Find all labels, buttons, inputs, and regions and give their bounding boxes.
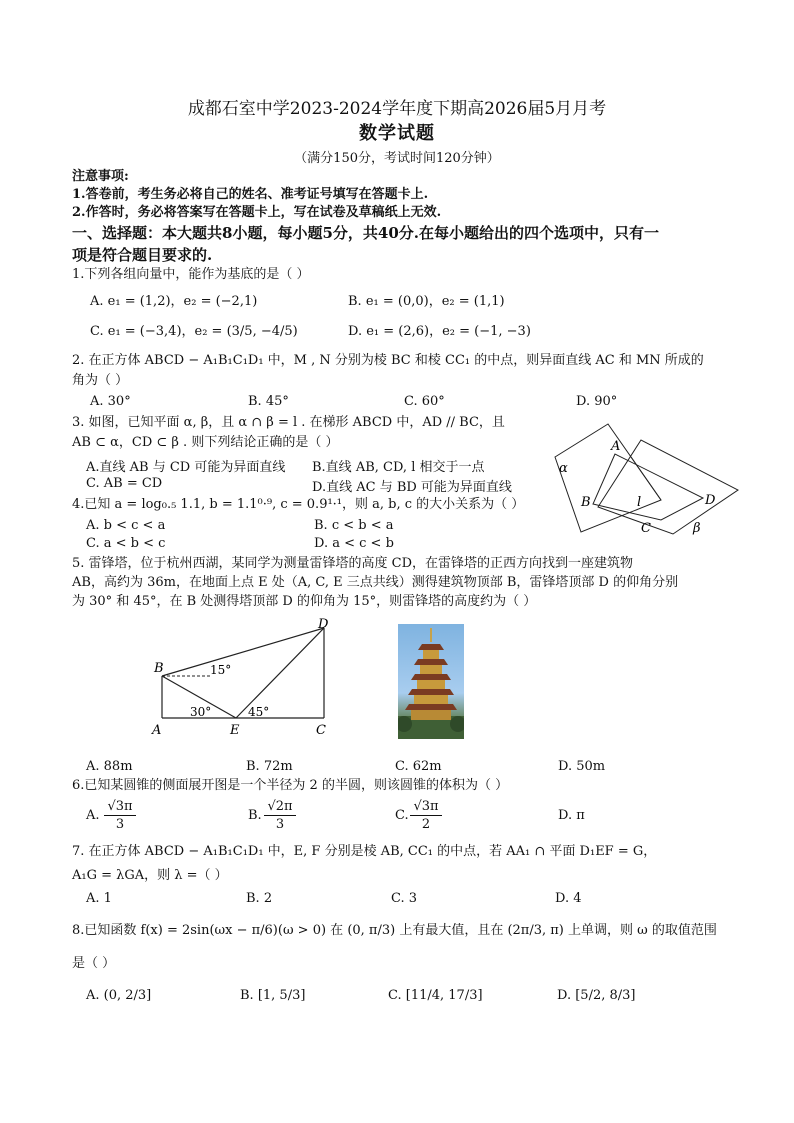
question-1-option-a: A. e₁ = (1,2)，e₂ = (−2,1) <box>90 294 258 309</box>
pagoda-drawing <box>398 624 464 739</box>
question-8-option-c: C. [11/4, 17/3] <box>388 988 483 1003</box>
question-3-option-b: B.直线 AB, CD, l 相交于一点 <box>312 460 485 475</box>
label-a: A <box>152 723 162 738</box>
question-6-option-c: C. <box>395 808 409 823</box>
question-2-option-d: D. 90° <box>576 394 618 409</box>
question-4-stem: 4.已知 a = log₀.₅ 1.1, b = 1.1⁰·⁹, c = 0.9¹·¹，则 a, b, c 的大小关系为（ ） <box>72 497 525 512</box>
question-8-stem-cont: 是（ ） <box>72 956 116 971</box>
question-1-stem: 1.下列各组向量中，能作为基底的是（ ） <box>72 267 310 282</box>
question-6-fraction-c: √3π 2 <box>410 798 442 833</box>
note-item: 1.答卷前，考生务必将自己的姓名、准考证号填写在答题卡上. <box>72 187 429 202</box>
label-d: D <box>705 493 716 508</box>
label-beta: β <box>693 521 701 536</box>
label-l: l <box>637 495 642 510</box>
question-3-stem: 3. 如图，已知平面 α, β，且 α ∩ β = l . 在梯形 ABCD 中，AD // BC，且 <box>72 415 505 430</box>
question-2-option-c: C. 60° <box>404 394 445 409</box>
question-2-stem-cont: 角为（ ） <box>72 373 129 388</box>
question-7-option-d: D. 4 <box>555 891 582 906</box>
question-3-option-c: C. AB = CD <box>86 476 163 491</box>
section-heading: 一、选择题：本大题共8小题，每小题5分，共40分.在每小题给出的四个选项中，只有一 <box>72 224 659 242</box>
question-5-stem: 5. 雷锋塔，位于杭州西湖，某同学为测量雷锋塔的高度 CD，在雷锋塔的正西方向找到一座建筑物 <box>72 556 634 571</box>
question-7-option-c: C. 3 <box>391 891 418 906</box>
question-6-option-d: D. π <box>558 808 585 823</box>
question-3-option-d: D.直线 AC 与 BD 可能为异面直线 <box>312 480 512 495</box>
note-item: 2.作答时，务必将答案写在答题卡上，写在试卷及草稿纸上无效. <box>72 205 442 220</box>
label-a: A <box>611 439 621 454</box>
question-6-fraction-a: √3π 3 <box>104 798 136 833</box>
question-7-option-a: A. 1 <box>86 891 112 906</box>
label-b: B <box>154 661 164 676</box>
label-c: C <box>641 521 651 536</box>
question-6-option-b: B. <box>248 808 262 823</box>
question-7-stem: 7. 在正方体 ABCD − A₁B₁C₁D₁ 中，E, F 分别是棱 AB, CC₁ 的中点，若 AA₁ ∩ 平面 D₁EF = G， <box>72 844 657 859</box>
question-1-option-d: D. e₁ = (2,6)，e₂ = (−1, −3) <box>348 324 531 339</box>
label-e: E <box>230 723 240 738</box>
angle-15: 15° <box>210 663 232 677</box>
question-5-option-d: D. 50m <box>558 759 606 774</box>
question-3-figure <box>553 412 743 542</box>
question-4-option-c: C. a < b < c <box>86 536 166 551</box>
angle-30: 30° <box>190 705 212 719</box>
label-c: C <box>316 723 326 738</box>
question-2-option-a: A. 30° <box>90 394 131 409</box>
question-8-option-d: D. [5/2, 8/3] <box>557 988 636 1003</box>
notes-heading: 注意事项: <box>72 169 129 184</box>
question-3-stem-cont: AB ⊂ α，CD ⊂ β . 则下列结论正确的是（ ） <box>72 435 339 450</box>
question-8-stem: 8.已知函数 f(x) = 2sin(ωx − π/6)(ω > 0) 在 (0, π/3) 上有最大值，且在 (2π/3, π) 上单调，则 ω 的取值范围 <box>72 923 717 938</box>
question-7-option-b: B. 2 <box>246 891 273 906</box>
line-l <box>631 457 661 500</box>
question-5-option-c: C. 62m <box>395 759 442 774</box>
question-5-option-a: A. 88m <box>86 759 133 774</box>
question-1-option-b: B. e₁ = (0,0)，e₂ = (1,1) <box>348 294 505 309</box>
question-6-option-a: A. <box>86 808 100 823</box>
question-5-stem-cont: 为 30° 和 45°，在 B 处测得塔顶部 D 的仰角为 15°，则雷锋塔的高度约为（ ） <box>72 594 537 609</box>
question-8-option-b: B. [1, 5/3] <box>240 988 306 1003</box>
subject-title: 数学试题 <box>359 123 435 144</box>
label-alpha: α <box>559 461 568 476</box>
question-2-stem: 2. 在正方体 ABCD − A₁B₁C₁D₁ 中，M , N 分别为棱 BC 和棱 CC₁ 的中点，则异面直线 AC 和 MN 所成的 <box>72 353 704 368</box>
question-4-option-b: B. c < b < a <box>314 518 394 533</box>
question-3-option-a: A.直线 AB 与 CD 可能为异面直线 <box>86 460 286 475</box>
question-6-stem: 6.已知某圆锥的侧面展开图是一个半径为 2 的半圆，则该圆锥的体积为（ ） <box>72 778 509 793</box>
question-2-option-b: B. 45° <box>248 394 289 409</box>
question-6-fraction-b: √2π 3 <box>264 798 296 833</box>
question-5-figure <box>150 616 340 740</box>
angle-45: 45° <box>248 705 270 719</box>
question-5-stem-cont: AB，高约为 36m，在地面上点 E 处（A, C, E 三点共线）测得建筑物顶部 B，雷锋塔顶部 D 的仰角分别 <box>72 575 679 590</box>
school-exam-title: 成都石室中学2023-2024学年度下期高2026届5月月考 <box>187 99 607 119</box>
exam-info: （满分150分，考试时间120分钟） <box>294 151 500 166</box>
question-1-option-c: C. e₁ = (−3,4)，e₂ = (3/5, −4/5) <box>90 324 298 339</box>
question-8-option-a: A. (0, 2/3] <box>86 988 152 1003</box>
label-b: B <box>581 495 591 510</box>
pagoda-photo <box>398 624 464 739</box>
question-7-stem-cont: A₁G = λGA，则 λ =（ ） <box>72 868 228 883</box>
question-5-option-b: B. 72m <box>246 759 293 774</box>
section-heading-cont: 项是符合题目要求的. <box>72 246 213 264</box>
plane-beta <box>598 440 738 534</box>
question-4-option-d: D. a < c < b <box>314 536 394 551</box>
question-4-option-a: A. b < c < a <box>86 518 166 533</box>
label-d: D <box>318 617 329 632</box>
